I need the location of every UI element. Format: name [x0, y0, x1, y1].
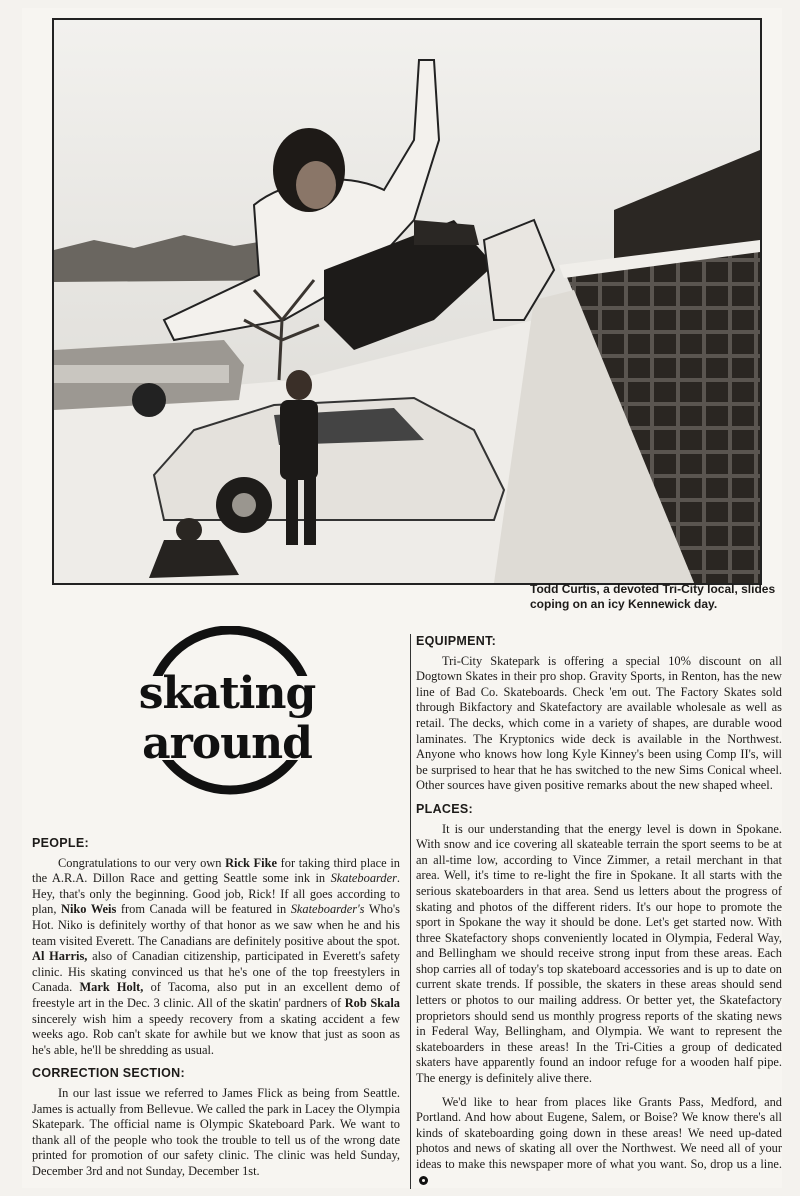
photo-caption: Todd Curtis, a devoted Tri-City local, slides coping on an icy Kennewick day.	[530, 582, 776, 611]
people-text: Congratulations to our very own	[58, 855, 226, 870]
magazine-title: Skateboarder	[330, 871, 397, 886]
newspaper-page	[22, 8, 782, 1188]
column-divider	[410, 634, 411, 1189]
people-section	[32, 836, 400, 1058]
magazine-title: Skateboarder's	[290, 902, 365, 917]
places-paragraph-1: It is our understanding that the energy level is down in Spokane. With snow and ice covering all skateable terrain the sport seems to be at an all-time low, according to Vince Zimmer, a retail merchant in that area. Well, it's time to re-light the fire in Spokane. It all starts with the serious skateboarders in that area. Send us letters about the progress of skating and photos of the different riders. It's our hope to promote the sport in Spokane the way it should be done. Let's get started now. With three Skatefactory shops conveniently located in Olympia, Federal Way, and Bellingham we should receive strong input from these areas. Each shop carries all of today's top skateboard accessories and is up to date on current skate trends. If possible, the skaters in these areas should send letters or photos to our mailing address. Or better yet, the Skatefactory proprietors should send us monthly progress reports of the skating news in Federal Way, Bellingham, and Olympia. We want to represent the skateboarders in these areas! In the Tri-Cities a group of dedicated skaters have apparently found an indoor refuge for a wooden half pipe. The energy is definitely alive there.	[416, 821, 782, 1086]
equipment-heading: EQUIPMENT:	[416, 634, 497, 648]
people-text: for taking third place in the A.R.A. Dillon Race and getting Seattle some ink in	[32, 855, 400, 886]
left-column	[32, 836, 400, 1187]
skater-photo-graphic	[54, 20, 760, 583]
logo-word-skating: skating	[138, 668, 316, 719]
right-column	[416, 634, 782, 1196]
equipment-section	[416, 634, 782, 794]
end-mark-icon	[419, 1176, 428, 1185]
places-text: We'd like to hear from places like Grants Pass, Medford, and Portland. And how about Eugene, Salem, or Boise? We know there's all kinds of skateboarding going down in these areas! We need up-dated photos and news of skating all over the Northwest. We need all of your ideas to make this newspaper more of what you want. So, drop us a line.	[416, 1094, 782, 1171]
person-name: Niko Weis	[61, 902, 117, 917]
people-text: . Hey, that's only the beginning. Good job, Rick! If all goes according to plan,	[32, 871, 400, 917]
people-text: from Canada will be featured in	[116, 902, 291, 917]
people-text: also of Canadian citizenship, participated in Everett's safety clinic. His skating convinced us that he's one of the top freestylers in Canada.	[32, 949, 400, 995]
people-paragraph	[32, 856, 400, 1059]
places-section	[416, 802, 782, 1188]
correction-heading: CORRECTION SECTION:	[32, 1066, 185, 1081]
people-text: sincerely wish him a speedy recovery from a skating accident a few weeks ago. Rob can't skate for awhile but we know that just as soon as he's able, he'll be shredding as usual.	[32, 1011, 400, 1057]
places-heading: PLACES:	[416, 801, 473, 816]
person-name: Mark Holt,	[79, 980, 144, 995]
logo-word-around: around	[142, 718, 312, 769]
people-text: of Tacoma, also put in an excellent demo of freestyle art in the Dec. 3 clinic. All of the skatin' pardners of	[32, 980, 400, 1010]
equipment-paragraph: Tri-City Skatepark is offering a special 10% discount on all Dogtown Skates in their pro shop. Gravity Sports, in Renton, has the new line of Bad Co. Skateboards. Check 'em out. The Factory Skates sold through Bikfactory and Skatefactory are available wholesale as well as retail. The decks, which come in a variety of shapes, are durable wood laminates. The Kryptonics wide deck is available in the Northwest. Anyone who knows how long Kyle Kinney's been using Comp II's, will be surprised to hear that he has switched to the new Sims Conical wheel. Other sources have given positive remarks about the new shaped wheel.	[416, 653, 782, 793]
person-name: Al Harris,	[32, 949, 88, 964]
person-name: Rick Fike	[225, 855, 277, 870]
people-text: Who's Hot. Niko is definitely worthy of that honor as we saw when he and his team visited Everett. The Canadians are definitely positive about the spot.	[32, 902, 400, 948]
person-name: Rob Skala	[344, 995, 400, 1010]
skater-photo	[52, 18, 762, 585]
correction-section	[32, 1066, 400, 1179]
people-heading: PEOPLE:	[32, 836, 89, 850]
correction-paragraph: In our last issue we referred to James Flick as being from Seattle. James is actually from Bellevue. We called the park in Lacey the Olympia Skatepark. The official name is Olympic Skateboard Park. We want to thank all of the people who took the trouble to tell us of the wrong date printed for promotion of our safety clinic. The clinic was held Sunday, December 3rd and not Sunday, December 1st.	[32, 1085, 400, 1178]
places-paragraph-2	[416, 1095, 782, 1189]
skating-around-logo	[112, 626, 342, 796]
